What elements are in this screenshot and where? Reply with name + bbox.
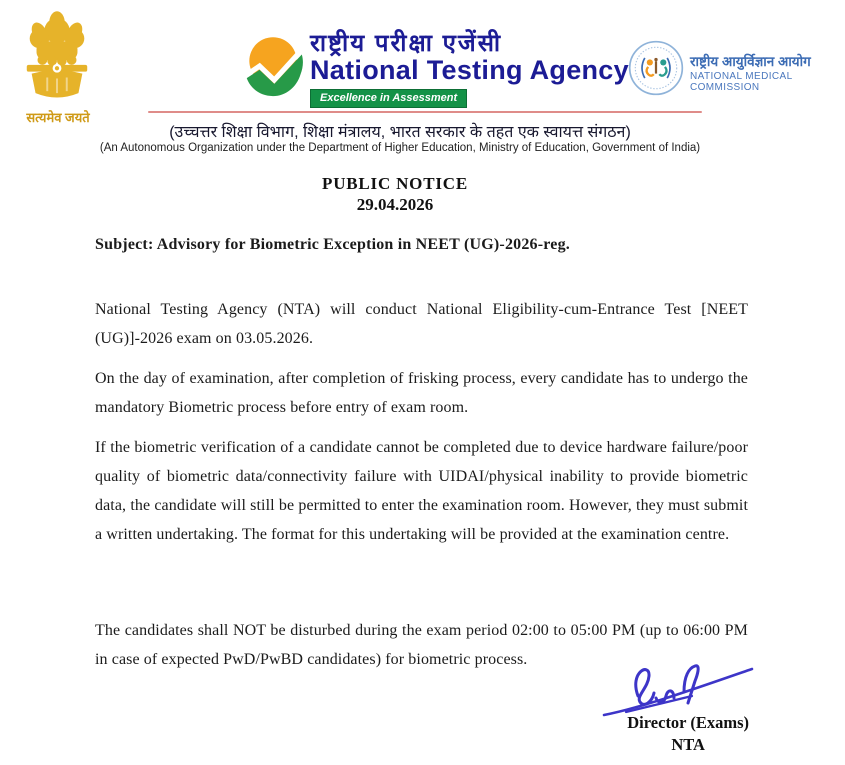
org-line-hindi: (उच्चत्तर शिक्षा विभाग, शिक्षा मंत्रालय, भारत सरकार के तहत एक स्वायत्त संगठन) [169,124,631,141]
notice-date: 29.04.2026 [356,195,434,214]
nta-tagline-banner: Excellence in Assessment [310,89,467,108]
paragraph-4: The candidates shall NOT be disturbed during the exam period 02:00 to 05:00 PM (up to 06:00 PM in case of expected PwD/PwBD candidates) for biometric process. [95,622,748,668]
paragraph-3: If the biometric verification of a candidate cannot be completed due to device hardware failure/poor quality of biometric data/connectivity failure with UIDAI/physical inability to provide biometric data, the candidate will still be permitted to enter the examination room. However, they must submit a written undertaking. The format for this undertaking will be provided at the examination centre. [95,439,748,543]
nta-logo-icon [241,33,305,99]
nta-title-hindi: राष्ट्रीय परीक्षा एजेंसी [310,30,503,57]
nmc-title-english: NATIONAL MEDICAL COMMISSION [690,71,793,93]
nmc-title-hindi: राष्ट्रीय आयुर्विज्ञान आयोग [690,54,811,69]
red-underline [148,111,702,113]
nta-title-english: National Testing Agency [310,55,629,85]
signatory-org: NTA [671,735,705,754]
nmc-seal-icon [628,40,684,96]
notice-title: PUBLIC NOTICE [322,174,468,193]
signatory-block [627,712,749,756]
ashoka-emblem-icon [18,8,96,108]
signatory-title: Director (Exams) [627,713,749,732]
emblem-motto: सत्यमेव जयते [26,110,90,125]
org-line-english: (An Autonomous Organization under the Department of Higher Education, Ministry of Education, Government of India) [99,142,701,154]
paragraph-2: On the day of examination, after completion of frisking process, every candidate has to undergo the mandatory Biometric process before entry of exam room. [95,370,748,416]
paragraph-1: National Testing Agency (NTA) will conduct National Eligibility-cum-Entrance Test [NEET (UG)]-2026 exam on 03.05.2026. [95,301,748,347]
subject-line: Subject: Advisory for Biometric Exception in NEET (UG)-2026-reg. [95,236,570,253]
signature-icon [600,660,765,718]
